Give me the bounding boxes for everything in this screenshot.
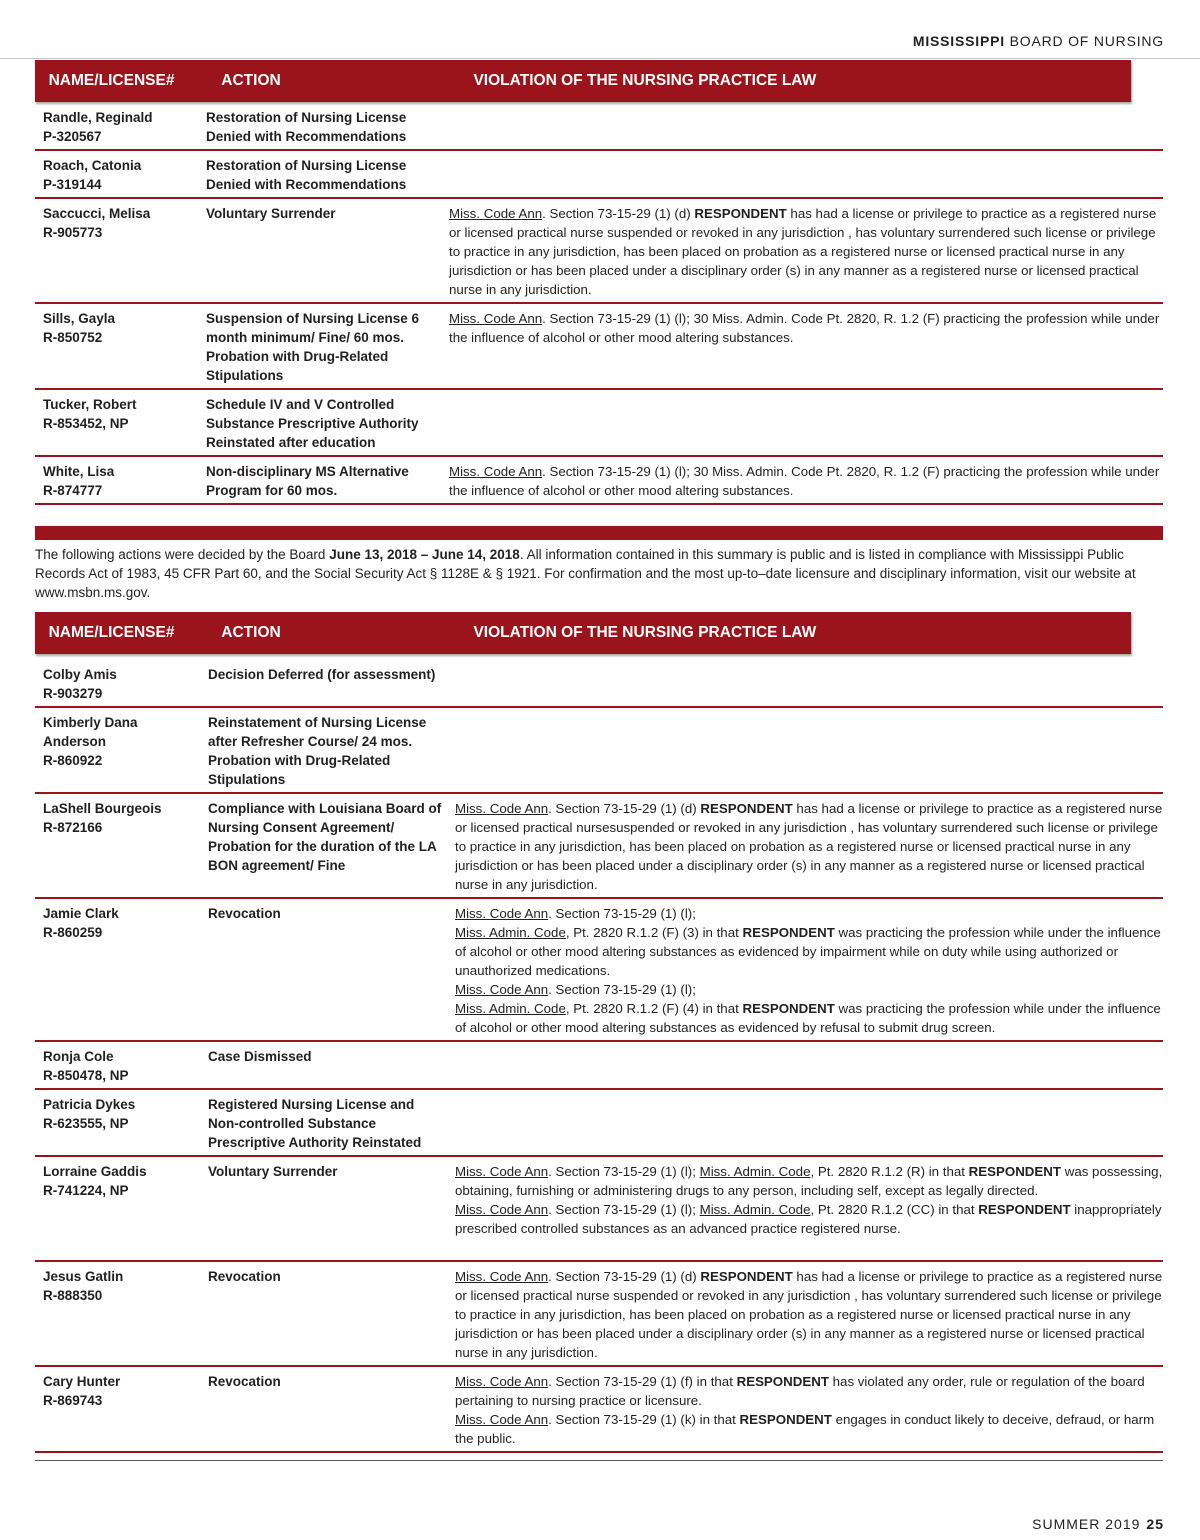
name-license-cell (43, 904, 203, 942)
nurse-name: Jesus Gatlin (43, 1269, 124, 1284)
intro-after: . All information contained in this summary is public and is listed in compliance with Mississippi Public Records Act of 1983, 45 CFR Part 60, and the Social Security Act § 1128E & § 1921. For confirmation and the most up-to–date licensure and disciplinary information, visit our website at www.msbn.ms.gov. (35, 547, 1136, 600)
action-cell: Schedule IV and V Controlled Substance Prescriptive Authority Reinstated after education (206, 397, 419, 450)
table-row (35, 103, 1163, 151)
action-cell: Voluntary Surrender (208, 1164, 338, 1179)
table-row (35, 1367, 1163, 1453)
violation-cell: Miss. Code Ann. Section 73-15-29 (1) (l); 30 Miss. Admin. Code Pt. 2820, R. 1.2 (F) practicing the profession while under the influence of alcohol or other mood altering substances. (449, 464, 1160, 498)
header-rule (0, 58, 1200, 59)
table-row (35, 390, 1163, 457)
license-number: R-888350 (43, 1288, 103, 1303)
col-header-action: ACTION (221, 624, 281, 641)
table-row (35, 708, 1163, 794)
col-header-name: NAME/LICENSE# (48, 72, 175, 89)
table1-header (35, 60, 1131, 102)
section-divider (35, 526, 1163, 540)
violation-cell: Miss. Code Ann. Section 73-15-29 (1) (d) RESPONDENT has had a license or privilege to practice as a registered nurse or licensed practical nurse suspended or revoked in any jurisdiction , has voluntary surrendered such license or privilege to practice in any jurisdiction, has been placed on probation as a registered nurse or licensed practical nurse in any jurisdiction or has been placed under a disciplinary order (s) in any manner as a registered nurse or licensed practical nurse in any jurisdiction. (449, 206, 1157, 297)
nurse-name: LaShell Bourgeois (43, 801, 162, 816)
violation-cell (455, 713, 1163, 789)
action-cell: Decision Deferred (for assessment) (208, 667, 436, 682)
license-number: R-741224, NP (43, 1183, 129, 1198)
violation-cell: Miss. Code Ann. Section 73-15-29 (1) (d) RESPONDENT has had a license or privilege to practice as a registered nurse or licensed practical nursesuspended or revoked in any jurisdiction , has voluntary surrendered such license or privilege to practice in any jurisdiction, has been placed on probation as a registered nurse or licensed practical nurse in any jurisdiction or has been placed under a disciplinary order (s) in any manner as a registered nurse or licensed practical nurse in any jurisdiction. (455, 801, 1163, 892)
nurse-name: Jamie Clark (43, 906, 119, 921)
table2 (35, 660, 1163, 1453)
table-row (35, 899, 1163, 1042)
table1 (35, 103, 1163, 505)
action-cell: Restoration of Nursing License Denied with Recommendations (206, 110, 407, 144)
license-number: R-874777 (43, 483, 103, 498)
violation-cell: Miss. Code Ann. Section 73-15-29 (1) (l); 30 Miss. Admin. Code Pt. 2820, R. 1.2 (F) practicing the profession while under the influence of alcohol or other mood altering substances. (449, 311, 1160, 345)
table-row (35, 1157, 1163, 1262)
masthead (913, 33, 1164, 49)
name-license-cell (43, 1095, 203, 1133)
action-cell: Revocation (208, 1269, 281, 1284)
action-cell: Restoration of Nursing License Denied with Recommendations (206, 158, 407, 192)
action-cell: Reinstatement of Nursing License after Refresher Course/ 24 mos. Probation with Drug-Related Stipulations (208, 715, 427, 787)
nurse-name: Tucker, Robert (43, 397, 137, 412)
name-license-cell (43, 1267, 203, 1305)
name-license-cell (43, 395, 203, 433)
table-row (35, 1262, 1163, 1367)
table-row (35, 1090, 1163, 1157)
nurse-name: Saccucci, Melisa (43, 206, 151, 221)
action-cell: Voluntary Surrender (206, 206, 336, 221)
violation-cell (455, 1095, 1163, 1152)
violation-cell (449, 156, 1163, 194)
masthead-bold: MISSISSIPPI (912, 33, 1005, 49)
name-license-cell (43, 665, 203, 703)
license-number: R-860259 (43, 925, 103, 940)
footer (1032, 1516, 1164, 1532)
license-number: R-903279 (43, 686, 103, 701)
table2-header (35, 612, 1131, 654)
name-license-cell (43, 462, 203, 500)
license-number: R-860922 (43, 753, 103, 768)
license-number: R-623555, NP (43, 1116, 129, 1131)
table-row (35, 304, 1163, 390)
table-row (35, 151, 1163, 199)
footer-rule (35, 1460, 1163, 1461)
name-license-cell (43, 1372, 203, 1410)
table-row (35, 199, 1163, 304)
violation-cell (449, 108, 1163, 146)
intro-before: The following actions were decided by the Board (35, 547, 330, 562)
action-cell: Non-disciplinary MS Alternative Program for 60 mos. (206, 464, 409, 498)
action-cell: Registered Nursing License and Non-controlled Substance Prescriptive Authority Reinstated (208, 1097, 422, 1150)
nurse-name: Lorraine Gaddis (43, 1164, 147, 1179)
action-cell: Revocation (208, 1374, 281, 1389)
nurse-name: Kimberly Dana Anderson (43, 715, 138, 749)
name-license-cell (43, 799, 203, 837)
nurse-name: Cary Hunter (43, 1374, 121, 1389)
table-row (35, 457, 1163, 505)
nurse-name: Roach, Catonia (43, 158, 142, 173)
table-row (35, 660, 1163, 708)
license-number: R-872166 (43, 820, 103, 835)
nurse-name: Patricia Dykes (43, 1097, 136, 1112)
license-number: P-319144 (43, 177, 102, 192)
violation-cell (455, 665, 1163, 703)
license-number: R-850752 (43, 330, 103, 345)
violation-cell (455, 1047, 1163, 1085)
intro-dates: June 13, 2018 – June 14, 2018 (329, 547, 520, 562)
masthead-rest: BOARD OF NURSING (1004, 33, 1164, 49)
name-license-cell (43, 108, 203, 146)
name-license-cell (43, 309, 203, 347)
name-license-cell (43, 1047, 203, 1085)
intro-paragraph (35, 545, 1155, 602)
col-header-violation: VIOLATION OF THE NURSING PRACTICE LAW (473, 72, 817, 89)
license-number: R-850478, NP (43, 1068, 129, 1083)
violation-cell: Miss. Code Ann. Section 73-15-29 (1) (l); Miss. Admin. Code, Pt. 2820 R.1.2 (F) (3) in that RESPONDENT was practicing the profession while under the influence of alcohol or other mood altering substances as evidenced by impairment while on duty while using authorized or unauthorized medications. Miss. Code Ann. Section 73-15-29 (1) (l); Miss. Admin. Code, Pt. 2820 R.1.2 (F) (4) in that RESPONDENT was practicing the profession while under the influence of alcohol or other mood altering substances as evidenced by refusal to submit drug screen. (455, 906, 1161, 1035)
table-row (35, 794, 1163, 899)
action-cell: Revocation (208, 906, 281, 921)
name-license-cell (43, 156, 203, 194)
footer-issue: SUMMER 2019 (1032, 1516, 1141, 1532)
action-cell: Case Dismissed (208, 1049, 312, 1064)
page-number: 25 (1146, 1516, 1164, 1532)
action-cell: Suspension of Nursing License 6 month minimum/ Fine/ 60 mos. Probation with Drug-Related Stipulations (206, 311, 420, 383)
name-license-cell (43, 204, 203, 242)
col-header-action: ACTION (221, 72, 281, 89)
violation-cell: Miss. Code Ann. Section 73-15-29 (1) (f) in that RESPONDENT has violated any order, rule or regulation of the board pertaining to nursing practice or licensure. Miss. Code Ann. Section 73-15-29 (1) (k) in that RESPONDENT engages in conduct likely to deceive, defraud, or harm the public. (455, 1374, 1155, 1446)
action-cell: Compliance with Louisiana Board of Nursing Consent Agreement/ Probation for the duration of the LA BON agreement/ Fine (208, 801, 442, 873)
license-number: P-320567 (43, 129, 102, 144)
col-header-violation: VIOLATION OF THE NURSING PRACTICE LAW (473, 624, 817, 641)
name-license-cell (43, 713, 203, 770)
violation-cell: Miss. Code Ann. Section 73-15-29 (1) (l); Miss. Admin. Code, Pt. 2820 R.1.2 (R) in that RESPONDENT was possessing, obtaining, furnishing or administering drugs to any person, including self, except as legally directed. Miss. Code Ann. Section 73-15-29 (1) (l); Miss. Admin. Code, Pt. 2820 R.1.2 (CC) in that RESPONDENT inappropriately prescribed controlled substances as an advanced practice registered nurse. (455, 1164, 1163, 1236)
nurse-name: Ronja Cole (43, 1049, 114, 1064)
violation-cell: Miss. Code Ann. Section 73-15-29 (1) (d) RESPONDENT has had a license or privilege to practice as a registered nurse or licensed practical nurse suspended or revoked in any jurisdiction , has voluntary surrendered such license or privilege to practice in any jurisdiction, has been placed on probation as a registered nurse or licensed practical nurse in any jurisdiction or has been placed under a disciplinary order (s) in any manner as a registered nurse or licensed practical nurse in any jurisdiction. (455, 1269, 1163, 1360)
nurse-name: Randle, Reginald (43, 110, 153, 125)
license-number: R-905773 (43, 225, 103, 240)
nurse-name: White, Lisa (43, 464, 115, 479)
table-row (35, 1042, 1163, 1090)
violation-cell (449, 395, 1163, 452)
license-number: R-853452, NP (43, 416, 129, 431)
license-number: R-869743 (43, 1393, 103, 1408)
nurse-name: Colby Amis (43, 667, 117, 682)
name-license-cell (43, 1162, 203, 1200)
nurse-name: Sills, Gayla (43, 311, 116, 326)
col-header-name: NAME/LICENSE# (48, 624, 175, 641)
